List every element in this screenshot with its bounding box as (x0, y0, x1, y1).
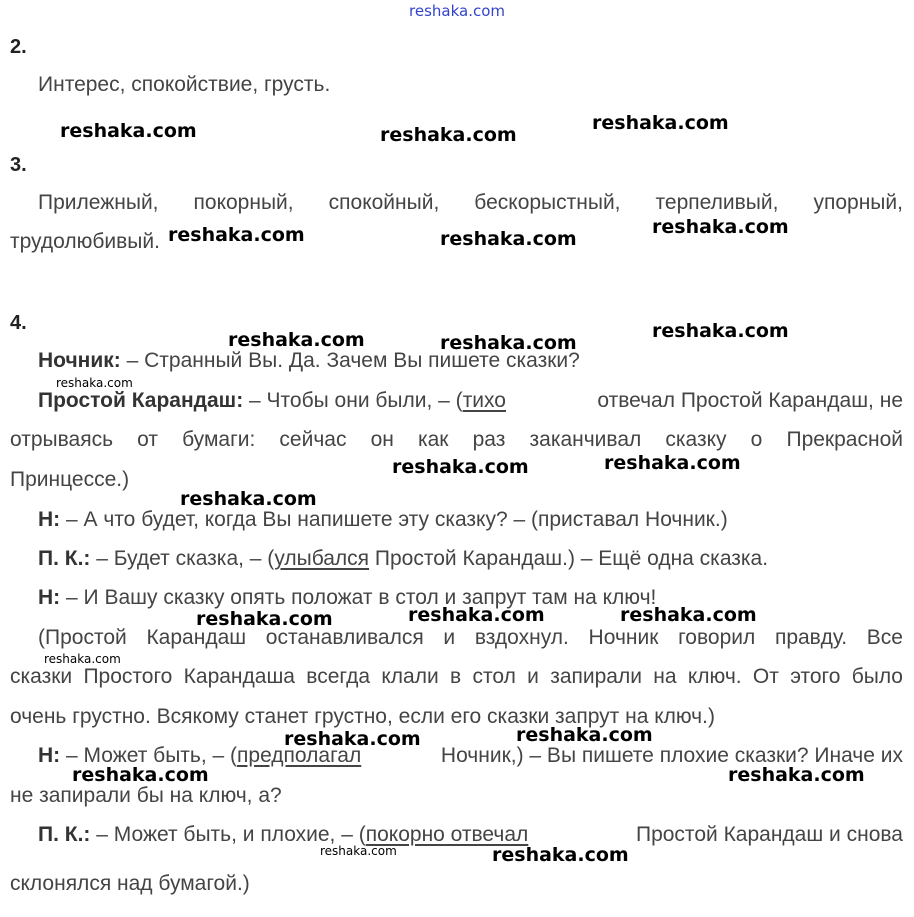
watermark: reshaka.com (728, 764, 865, 786)
watermark: reshaka.com (592, 112, 729, 134)
watermark: reshaka.com (72, 764, 209, 786)
line-text: Ночник,) – Вы пишете плохие сказки? Иначе их (440, 744, 903, 767)
line-text: – Может быть, и плохие, – ( (90, 823, 366, 846)
watermark: reshaka.com (196, 608, 333, 630)
word: бескорыстный, (474, 191, 621, 214)
dialogue-line-8: (Простой Карандаш останавливался и вздохнул. Ночник говорил правду. Все (38, 626, 903, 649)
watermark: reshaka.com (492, 844, 629, 866)
dialogue-line-14: склонялся над бумагой.) (10, 872, 250, 895)
underlined-word: покорно отвечал (365, 823, 529, 846)
section-3-line-2: трудолюбивый. (10, 230, 160, 253)
line-text: отвечал Простой Карандаш, не (597, 389, 903, 412)
dialogue-line-7 (38, 585, 656, 611)
dialogue-line-9: сказки Простого Карандаша всегда клали в стол и запирали на ключ. От этого было (10, 665, 903, 688)
speaker-label: Ночник: (38, 349, 121, 372)
underlined-word: улыбался (274, 547, 370, 570)
watermark: reshaka.com (60, 120, 197, 142)
watermark: reshaka.com (516, 724, 653, 746)
dialogue-line-2 (38, 388, 903, 414)
line-text: – Может быть, – ( (60, 744, 238, 767)
dialogue-line-4: Принцессе.) (10, 468, 130, 491)
speaker-label: П. К.: (38, 823, 91, 846)
line-text: – И Вашу сказку опять положат в стол и запрут там на ключ! (60, 586, 657, 609)
speaker-label: Простой Карандаш: (38, 389, 244, 412)
speaker-label: Н: (38, 586, 61, 609)
watermark: reshaka.com (652, 216, 789, 238)
dialogue-line-3: отрываясь от бумаги: сейчас он как раз заканчивал сказку о Прекрасной (10, 428, 903, 451)
line-text: Простой Карандаш и снова (635, 823, 903, 846)
speaker-label: Н: (38, 508, 61, 531)
watermark: reshaka.com (392, 456, 529, 478)
section-3-number: 3. (10, 154, 27, 176)
word: упорный, (813, 191, 903, 214)
section-3-line-1 (38, 190, 903, 216)
dialogue-line-12: не запирали бы на ключ, а? (10, 784, 282, 807)
watermark: reshaka.com (228, 329, 365, 351)
line-text: Простой Карандаш.) – Ещё одна сказка. (369, 547, 769, 570)
line-text: – Странный Вы. Да. Зачем Вы пишете сказки? (120, 349, 580, 372)
watermark: reshaka.com (180, 488, 317, 510)
watermark: reshaka.com (44, 652, 121, 666)
underlined-word: предполагал (237, 744, 362, 767)
section-2-number: 2. (10, 36, 27, 58)
watermark: reshaka.com (440, 228, 577, 250)
watermark: reshaka.com (440, 332, 577, 354)
section-2-text: Интерес, спокойствие, грусть. (38, 73, 331, 96)
word: терпеливый, (655, 191, 779, 214)
word: покорный, (193, 191, 294, 214)
underlined-word: тихо (462, 389, 506, 412)
section-4-number: 4. (10, 312, 27, 334)
dialogue-line-6 (38, 546, 768, 572)
dialogue-line-10: очень грустно. Всякому станет грустно, если его сказки запрут на ключ.) (10, 705, 715, 728)
watermark: reshaka.com (620, 604, 757, 626)
watermark: reshaka.com (284, 728, 421, 750)
watermark: reshaka.com (652, 320, 789, 342)
word: Прилежный, (38, 191, 159, 214)
line-text: – Будет сказка, – ( (90, 547, 275, 570)
speaker-label: П. К.: (38, 547, 91, 570)
watermark: reshaka.com (168, 224, 305, 246)
line-text: – Чтобы они были, – ( (243, 389, 463, 412)
site-header[interactable]: reshaka.com (409, 2, 505, 20)
speaker-label: Н: (38, 744, 61, 767)
word: спокойный, (328, 191, 440, 214)
dialogue-line-5 (38, 507, 728, 533)
watermark: reshaka.com (380, 124, 517, 146)
watermark: reshaka.com (320, 844, 397, 858)
line-text: – А что будет, когда Вы напишете эту сказку? – (приставал Ночник.) (60, 508, 728, 531)
dialogue-line-13 (38, 822, 903, 848)
watermark: reshaka.com (408, 604, 545, 626)
watermark: reshaka.com (56, 376, 133, 390)
watermark: reshaka.com (604, 452, 741, 474)
